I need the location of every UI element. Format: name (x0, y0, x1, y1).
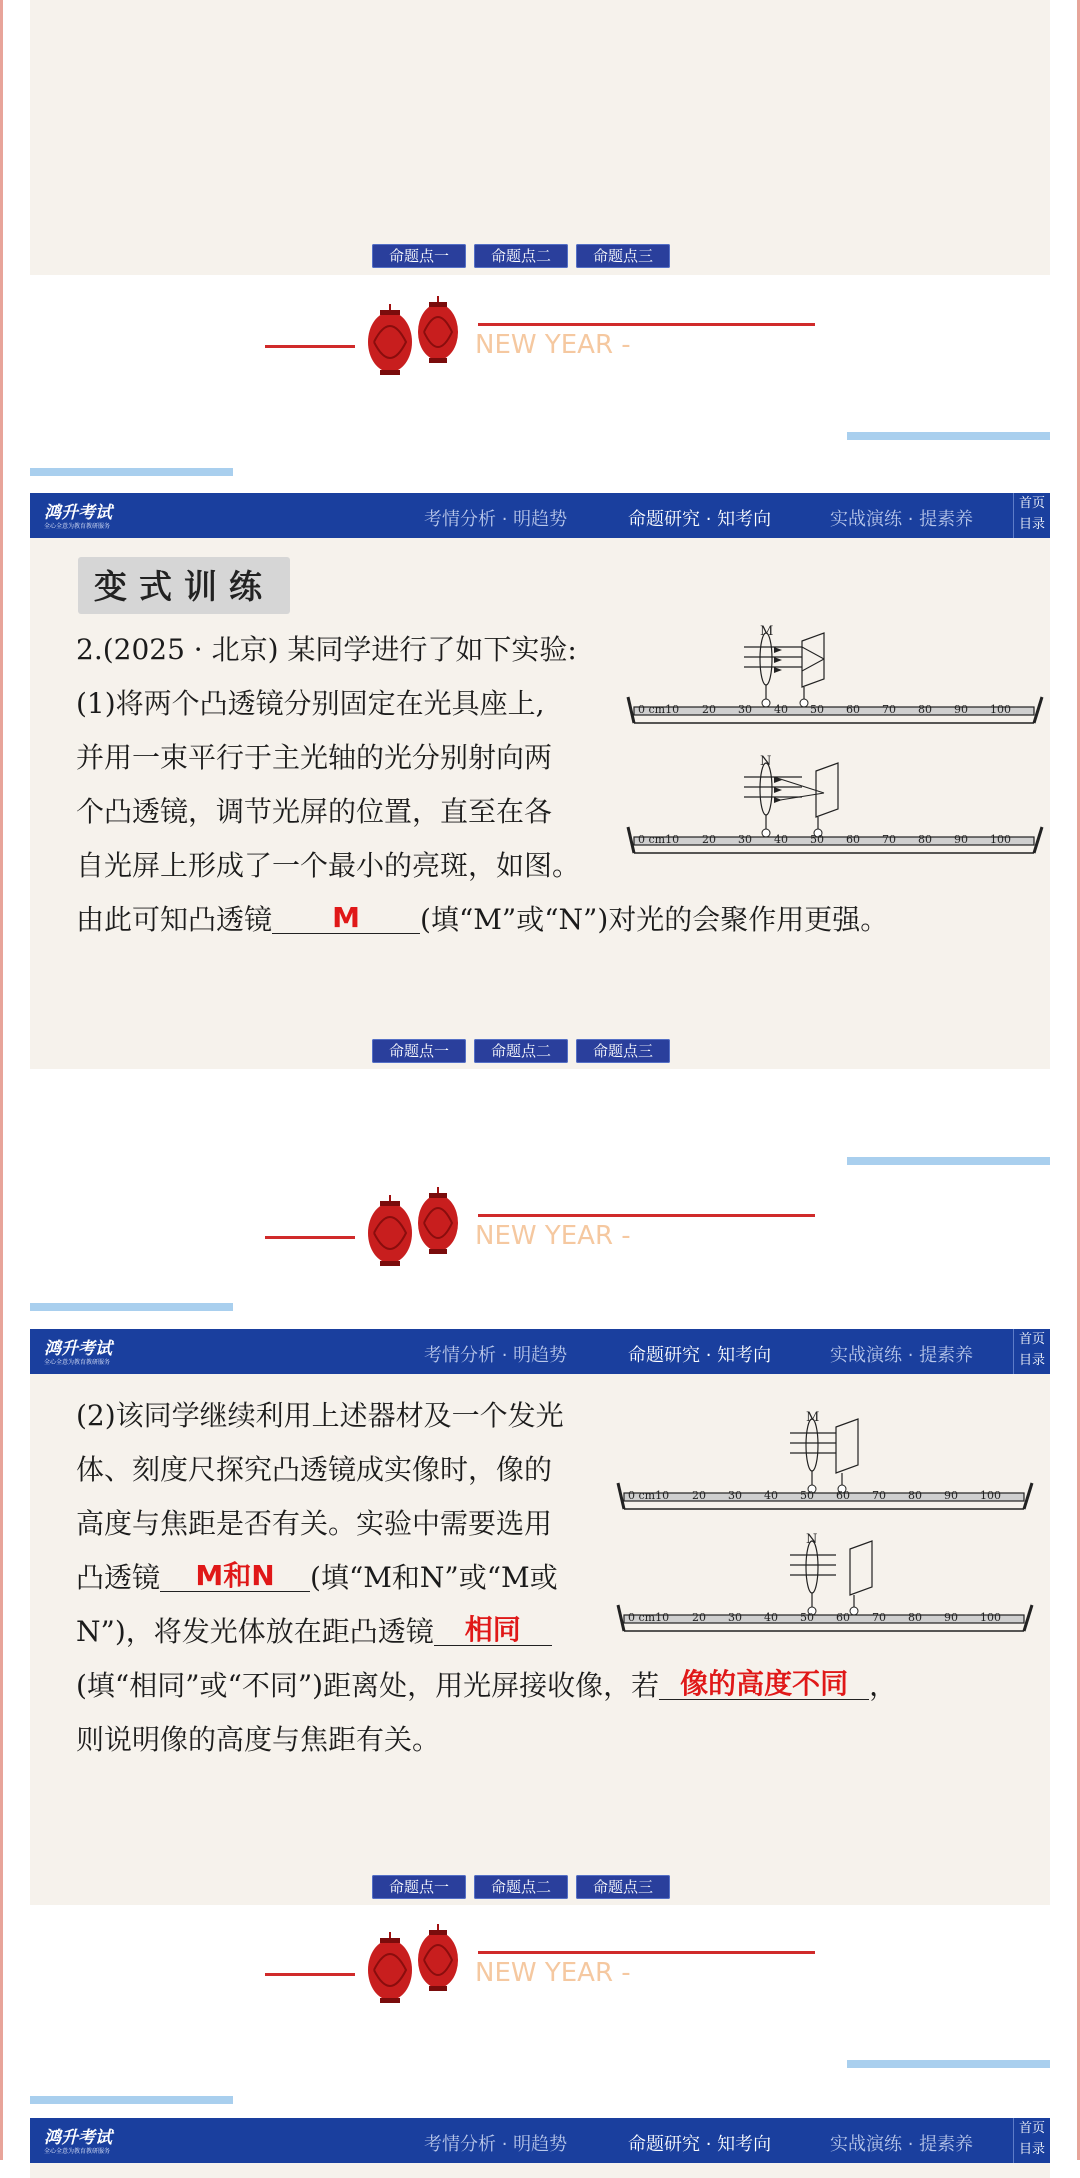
scale-label: 40 (774, 703, 788, 716)
scale-label: 40 (764, 1611, 778, 1624)
answer-blank: M (272, 903, 420, 934)
scale-label: 60 (846, 703, 860, 716)
slide-next (30, 2118, 1050, 2178)
new-year-separator (0, 1187, 1080, 1297)
side-links (1013, 493, 1050, 538)
brand-logo: 鸿升考试 (44, 1339, 112, 1359)
scale-label: 70 (872, 1489, 886, 1502)
brand-logo: 鸿升考试 (44, 2128, 112, 2148)
separator-line-right (478, 323, 815, 326)
pager-item-1[interactable]: 命题点一 (372, 244, 466, 268)
scale-label: 30 (738, 703, 752, 716)
pager-item-3[interactable]: 命题点三 (576, 1875, 670, 1899)
deco-bar (30, 468, 233, 476)
new-year-separator (0, 296, 1080, 406)
deco-bar (30, 1303, 233, 1311)
text-segment: ， (869, 1669, 898, 1702)
nav-exam-analysis[interactable]: 考情分析 · 明趋势 (424, 1345, 568, 1366)
question-line: 2.(2025 · 北京) 某同学进行了如下实验: (76, 633, 577, 666)
question-line: 并用一束平行于主光轴的光分别射向两 (76, 741, 553, 774)
answer-blank-lens: M和N (160, 1561, 310, 1592)
scale-label: 20 (692, 1489, 706, 1502)
nav-topic-research[interactable]: 命题研究 · 知考向 (628, 509, 772, 530)
slide-header (30, 2118, 1050, 2163)
pager-item-2[interactable]: 命题点二 (474, 1039, 568, 1063)
separator-line-left (265, 345, 355, 348)
scale-label: 70 (872, 1611, 886, 1624)
scale-label: 80 (908, 1489, 922, 1502)
separator-line-right (478, 1951, 815, 1954)
toc-link[interactable]: 目录 (1018, 517, 1045, 532)
question-line (76, 1659, 897, 1713)
question-line: (1)将两个凸透镜分别固定在光具座上, (76, 687, 545, 720)
text-segment: 由此可知凸透镜 (76, 903, 273, 936)
pager-item-2[interactable]: 命题点二 (474, 1875, 568, 1899)
optical-bench-diagram (614, 1409, 1034, 1649)
separator-line-left (265, 1236, 355, 1239)
nav-practice[interactable]: 实战演练 · 提素养 (830, 509, 974, 530)
slide-header (30, 1329, 1050, 1374)
question-line (76, 893, 888, 947)
answer-blank-distance: 相同 (434, 1615, 552, 1646)
separator-text: NEW YEAR - (475, 1958, 631, 1988)
scale-label: 30 (738, 833, 752, 846)
lens-label-m: M (806, 1410, 820, 1425)
pager (372, 244, 670, 268)
scale-label: 90 (944, 1611, 958, 1624)
slide-variant-training (30, 493, 1050, 1069)
deco-bar (30, 2096, 233, 2104)
scale-label: 20 (702, 833, 716, 846)
slide-header (30, 493, 1050, 538)
deco-bar (847, 1157, 1050, 1165)
scale-label: 100 (980, 1611, 1001, 1624)
separator-text: NEW YEAR - (475, 330, 631, 360)
scale-label: 70 (882, 703, 896, 716)
scale-label: 80 (918, 703, 932, 716)
pager (372, 1875, 670, 1899)
pager-item-2[interactable]: 命题点二 (474, 244, 568, 268)
bench-n (628, 754, 1042, 853)
scale-label: 100 (990, 703, 1011, 716)
scale-label: 50 (810, 703, 824, 716)
question-line: (2)该同学继续利用上述器材及一个发光 (76, 1399, 564, 1432)
text-segment: (填“相同”或“不同”)距离处，用光屏接收像，若 (76, 1669, 660, 1702)
scale-label: 40 (764, 1489, 778, 1502)
lantern-icon (362, 1187, 472, 1277)
toc-link[interactable]: 目录 (1018, 2142, 1045, 2157)
nav-exam-analysis[interactable]: 考情分析 · 明趋势 (424, 2134, 568, 2155)
scale-label: 20 (692, 1611, 706, 1624)
scale-label: 90 (954, 703, 968, 716)
question-line: 自光屏上形成了一个最小的亮斑，如图。 (76, 849, 581, 882)
scale-label: 60 (836, 1489, 850, 1502)
scale-label: 100 (990, 833, 1011, 846)
text-segment: N”)，将发光体放在距凸透镜 (76, 1615, 434, 1648)
side-links (1013, 1329, 1050, 1374)
optical-bench-diagram (624, 623, 1044, 863)
bench-m (628, 624, 1042, 723)
scale-label: 100 (980, 1489, 1001, 1502)
scale-label: 0 cm10 (628, 1489, 670, 1502)
lens-label-n: N (806, 1532, 818, 1547)
deco-bar (847, 2060, 1050, 2068)
text-segment: (填“M和N”或“M或 (310, 1561, 558, 1594)
home-link[interactable]: 首页 (1018, 496, 1045, 511)
scale-label: 30 (728, 1489, 742, 1502)
brand-logo: 鸿升考试 (44, 503, 112, 523)
scale-label: 80 (918, 833, 932, 846)
scale-label: 0 cm10 (638, 703, 680, 716)
scale-label: 30 (728, 1611, 742, 1624)
answer-blank-result: 像的高度不同 (659, 1669, 869, 1700)
pager-item-3[interactable]: 命题点三 (576, 1039, 670, 1063)
nav-topic-research[interactable]: 命题研究 · 知考向 (628, 2134, 772, 2155)
question-line: 高度与焦距是否有关。实验中需要选用 (76, 1507, 553, 1540)
scale-label: 90 (944, 1489, 958, 1502)
scale-label: 0 cm10 (628, 1611, 670, 1624)
home-link[interactable]: 首页 (1018, 2121, 1045, 2136)
nav-exam-analysis[interactable]: 考情分析 · 明趋势 (424, 509, 568, 530)
pager-item-1[interactable]: 命题点一 (372, 1875, 466, 1899)
slide-previous (30, 0, 1050, 275)
section-badge: 变式训练 (78, 557, 290, 614)
lens-label-m: M (760, 624, 774, 639)
scale-label: 50 (800, 1611, 814, 1624)
question-line: 体、刻度尺探究凸透镜成实像时，像的 (76, 1453, 553, 1486)
side-links (1013, 2118, 1050, 2163)
text-segment: 凸透镜 (76, 1561, 161, 1594)
deco-bar (847, 432, 1050, 440)
lens-label-n: N (760, 754, 772, 769)
scale-label: 50 (800, 1489, 814, 1502)
pager (372, 1039, 670, 1063)
toc-link[interactable]: 目录 (1018, 1353, 1045, 1368)
separator-line-left (265, 1973, 355, 1976)
pager-item-3[interactable]: 命题点三 (576, 244, 670, 268)
brand-slogan: 全心全意为教育教研服务 (44, 523, 111, 530)
home-link[interactable]: 首页 (1018, 1332, 1045, 1347)
scale-label: 60 (836, 1611, 850, 1624)
scale-label: 40 (774, 833, 788, 846)
scale-label: 70 (882, 833, 896, 846)
lantern-icon (362, 296, 472, 386)
scale-label: 0 cm10 (638, 833, 680, 846)
separator-text: NEW YEAR - (475, 1221, 631, 1251)
slide-question-part2 (30, 1329, 1050, 1905)
brand-slogan: 全心全意为教育教研服务 (44, 2148, 111, 2155)
lantern-icon (362, 1924, 472, 2014)
scale-label: 50 (810, 833, 824, 846)
nav-practice[interactable]: 实战演练 · 提素养 (830, 1345, 974, 1366)
text-segment: (填“M”或“N”)对光的会聚作用更强。 (420, 903, 889, 936)
nav-topic-research[interactable]: 命题研究 · 知考向 (628, 1345, 772, 1366)
separator-line-right (478, 1214, 815, 1217)
question-line: 个凸透镜，调节光屏的位置，直至在各 (76, 795, 553, 828)
pager-item-1[interactable]: 命题点一 (372, 1039, 466, 1063)
scale-label: 90 (954, 833, 968, 846)
scale-label: 60 (846, 833, 860, 846)
brand-slogan: 全心全意为教育教研服务 (44, 1359, 111, 1366)
question-line: 则说明像的高度与焦距有关。 (76, 1723, 441, 1756)
scale-label: 80 (908, 1611, 922, 1624)
scale-label: 20 (702, 703, 716, 716)
new-year-separator (0, 1924, 1080, 2034)
nav-practice[interactable]: 实战演练 · 提素养 (830, 2134, 974, 2155)
bench-n (618, 1532, 1032, 1631)
bench-m (618, 1410, 1032, 1509)
